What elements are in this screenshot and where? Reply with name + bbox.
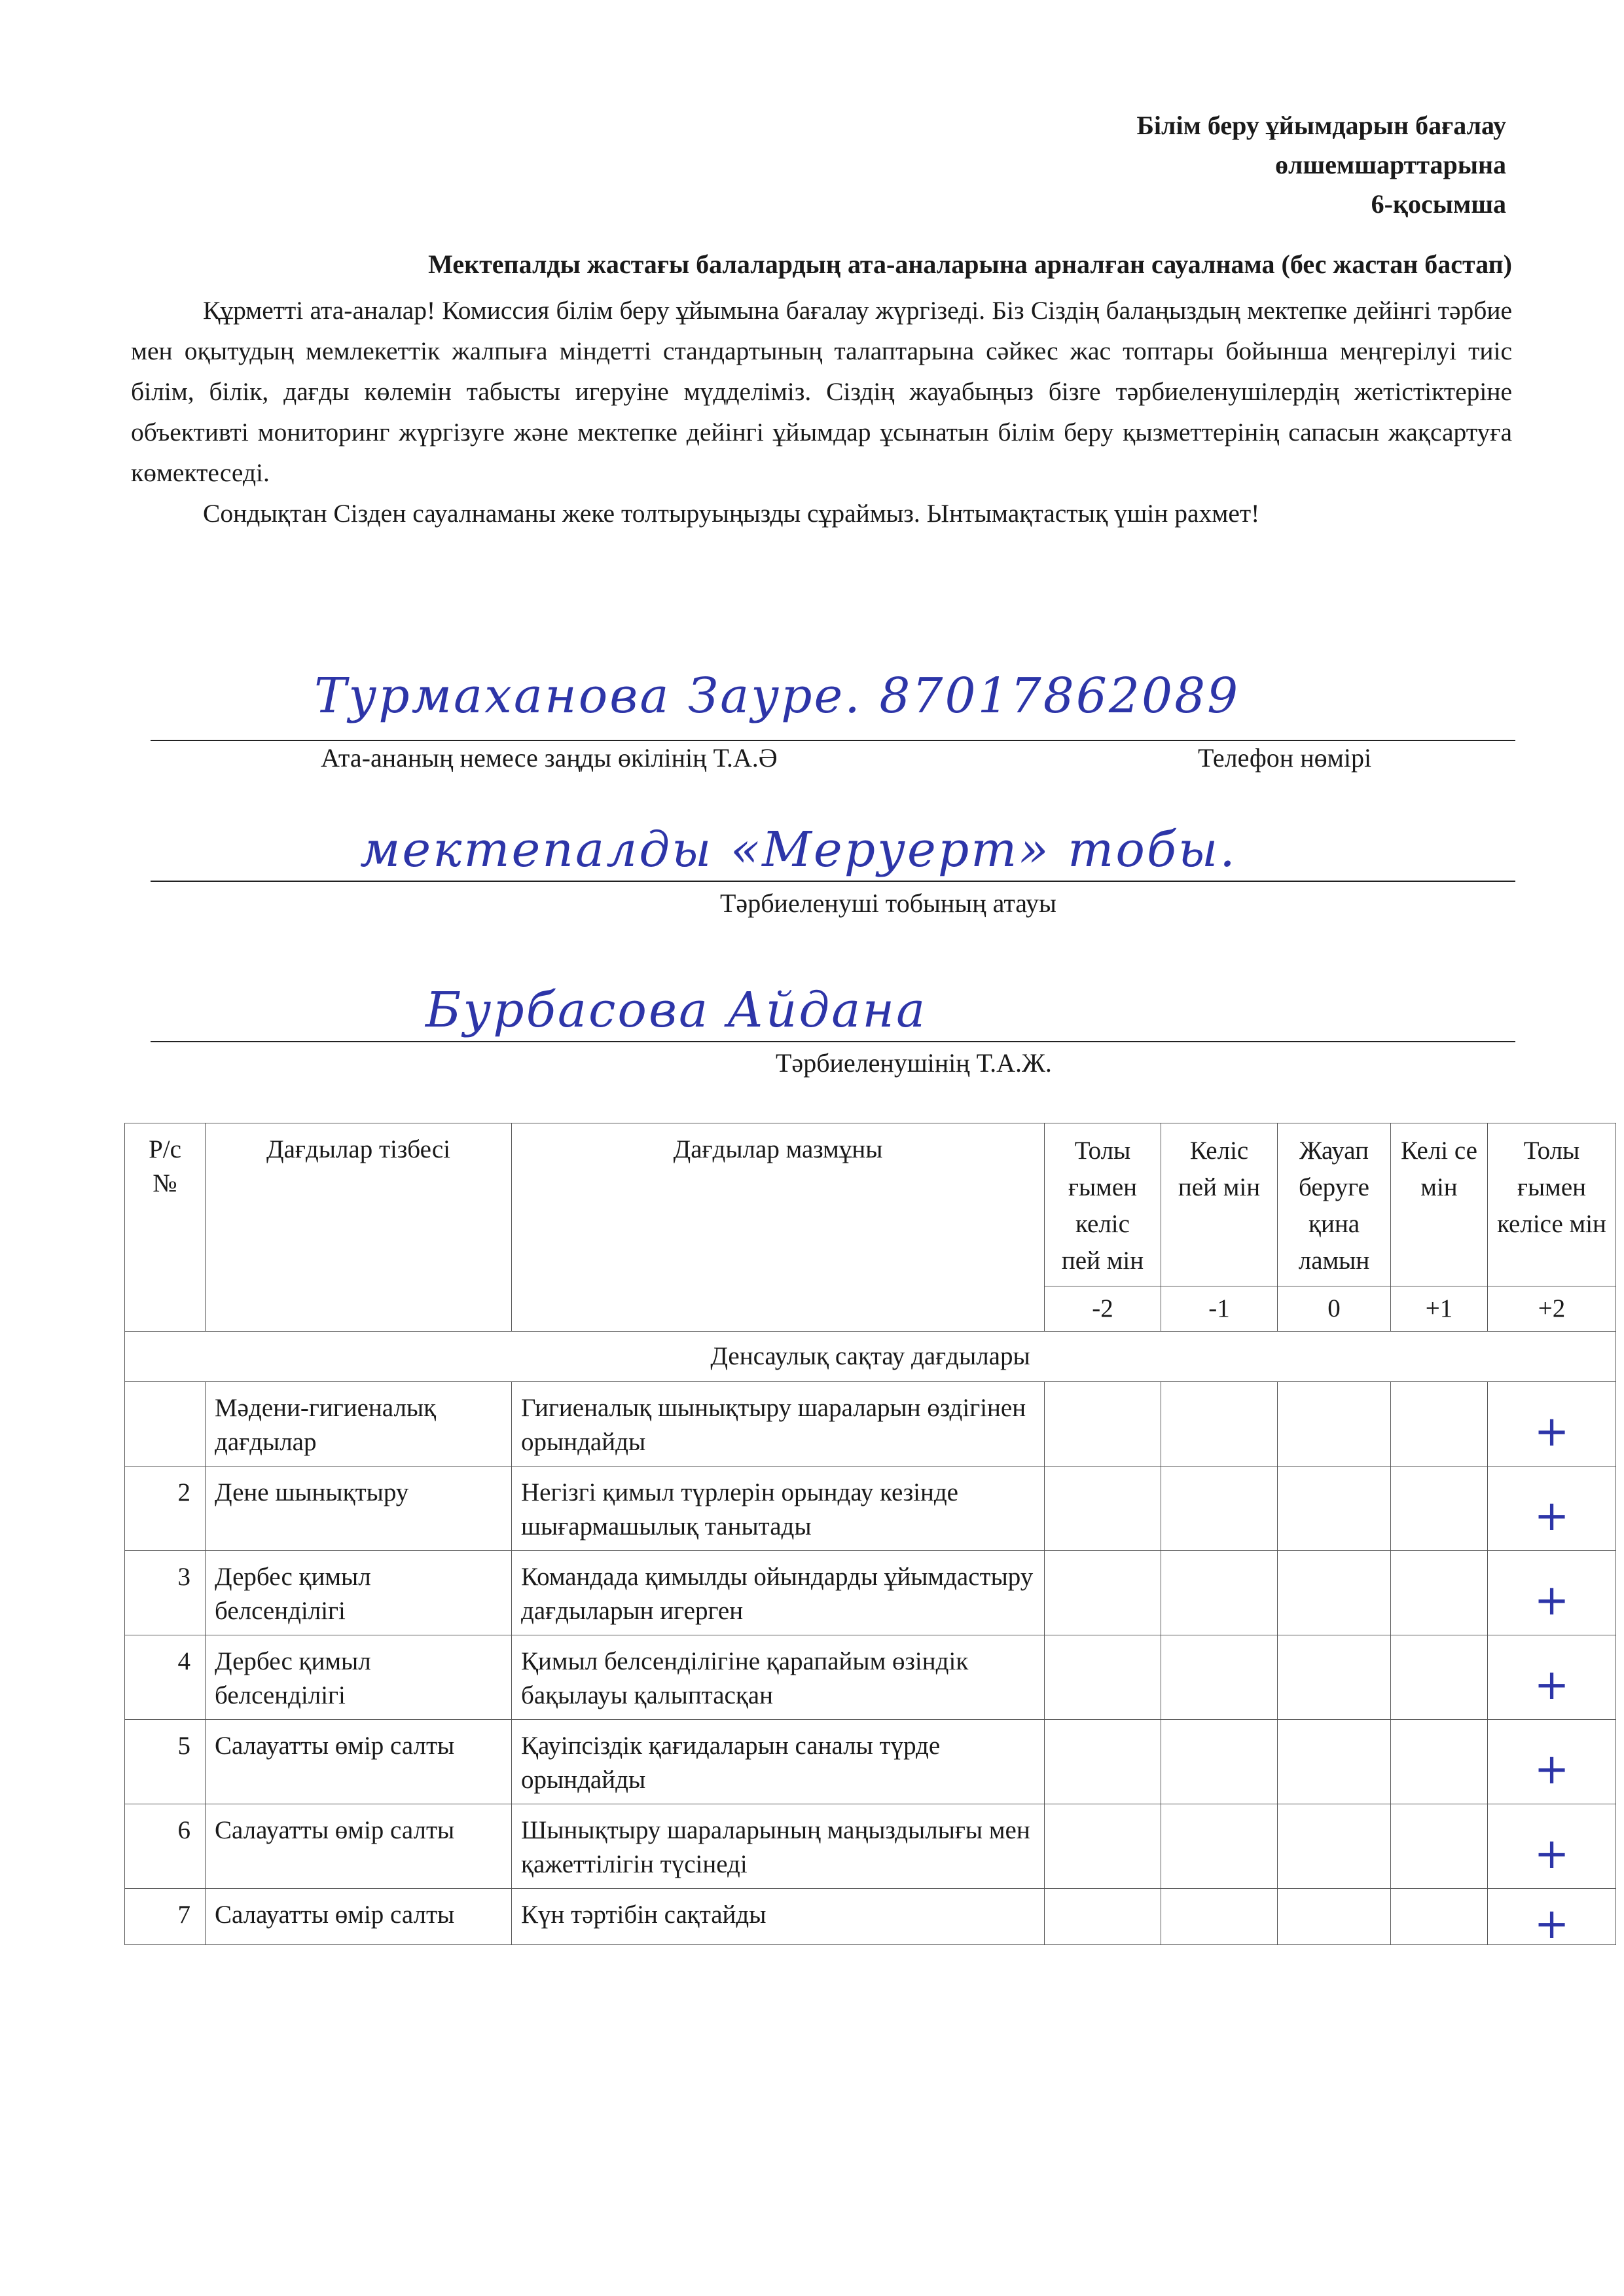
table-row xyxy=(125,1382,1616,1467)
row-number: 5 xyxy=(125,1720,206,1804)
rating-cell-plus-2[interactable] xyxy=(1488,1382,1616,1467)
rating-cell-plus-1[interactable] xyxy=(1391,1889,1488,1945)
score-disagree: -1 xyxy=(1161,1286,1278,1332)
intro-text xyxy=(131,290,1512,534)
handwritten-check-mark: + xyxy=(1534,1576,1570,1625)
rating-cell-plus-2[interactable] xyxy=(1488,1720,1616,1804)
rating-cell-plus-2[interactable] xyxy=(1488,1635,1616,1720)
row-content: Гигиеналық шынықтыру шараларын өздігінен орындайды xyxy=(512,1382,1045,1467)
section-title: Денсаулық сақтау дағдылары xyxy=(125,1332,1616,1382)
document-title: Мектепалды жастағы балалардың ата-аналарына арналған сауалнама (бес жастан бастап) xyxy=(428,249,1512,279)
handwritten-check-mark: + xyxy=(1534,1829,1570,1878)
header-rating-strongly-agree: Толы ғымен келісе мін xyxy=(1488,1123,1616,1286)
rating-cell-0[interactable] xyxy=(1278,1551,1391,1635)
header-rating-undecided: Жауап беруге қина ламын xyxy=(1278,1123,1391,1286)
intro-paragraph-1: Құрметті ата-аналар! Комиссия білім беру ұйымына бағалау жүргізеді. Біз Сіздің балаңыздың мектепке дейінгі тәрбие мен оқытудың мемлекеттік жалпыға міндетті стандартының талаптарына сәйкес жас топтары бойынша меңгерілуі тиіс білім, білік, дағды көлемін табысты игеруіне мүдделіміз. Сіздің жауабыңыз бізге тәрбиеленушілердің жетістіктеріне объективті мониторинг жүргізуге және мектепке дейінгі ұйымдар ұсынатын білім беру қызметтерінің сапасын жақсартуға көмектеседі. xyxy=(131,296,1512,487)
group-name-caption: Тәрбиеленуші тобының атауы xyxy=(720,888,1056,918)
row-number: 3 xyxy=(125,1551,206,1635)
rating-cell-minus-2[interactable] xyxy=(1045,1635,1161,1720)
header-row-number: Р/с № xyxy=(125,1123,206,1332)
handwritten-check-mark: + xyxy=(1534,1900,1570,1948)
row-number xyxy=(125,1382,206,1467)
appendix-note-line-1: Білім беру ұйымдарын бағалау xyxy=(1136,111,1506,140)
rating-cell-plus-1[interactable] xyxy=(1391,1804,1488,1889)
table-row xyxy=(125,1551,1616,1635)
rating-cell-minus-2[interactable] xyxy=(1045,1720,1161,1804)
row-content: Негізгі қимыл түрлерін орындау кезінде шығармашылық танытады xyxy=(512,1467,1045,1551)
row-content: Қимыл белсенділігіне қарапайым өзіндік бақылауы қалыптасқан xyxy=(512,1635,1045,1720)
row-number: 7 xyxy=(125,1889,206,1945)
row-number: 6 xyxy=(125,1804,206,1889)
rating-cell-minus-2[interactable] xyxy=(1045,1889,1161,1945)
rating-cell-plus-2[interactable] xyxy=(1488,1467,1616,1551)
rating-cell-minus-2[interactable] xyxy=(1045,1382,1161,1467)
child-name-handwriting: Бурбасова Айдана xyxy=(425,982,928,1038)
row-skill: Дене шынықтыру xyxy=(206,1467,512,1551)
header-skill-list: Дағдылар тізбесі xyxy=(206,1123,512,1332)
table-row xyxy=(125,1720,1616,1804)
table-row xyxy=(125,1635,1616,1720)
skills-survey-table xyxy=(124,1123,1616,1948)
parent-field-line xyxy=(151,740,1515,741)
score-strongly-disagree: -2 xyxy=(1045,1286,1161,1332)
parent-name-caption: Ата-ананың немесе заңды өкілінің Т.А.Ә xyxy=(321,743,778,773)
row-skill: Салауатты өмір салты xyxy=(206,1720,512,1804)
appendix-note-line-2: өлшемшарттарына xyxy=(1274,150,1506,179)
group-name-handwriting: мектепалды «Меруерт» тобы. xyxy=(360,822,1237,878)
row-content: Командада қимылды ойындарды ұйымдастыру дағдыларын игерген xyxy=(512,1551,1045,1635)
rating-cell-plus-1[interactable] xyxy=(1391,1551,1488,1635)
handwritten-check-mark: + xyxy=(1534,1745,1570,1794)
score-strongly-agree: +2 xyxy=(1488,1286,1616,1332)
row-number: 4 xyxy=(125,1635,206,1720)
table-row xyxy=(125,1467,1616,1551)
child-field-line xyxy=(151,1041,1515,1042)
rating-cell-0[interactable] xyxy=(1278,1889,1391,1945)
rating-cell-minus-1[interactable] xyxy=(1161,1804,1278,1889)
intro-paragraph-2: Сондықтан Сізден сауалнаманы жеке толтыруыңызды сұраймыз. Ынтымақтастық үшін рахмет! xyxy=(203,499,1260,528)
rating-cell-plus-2[interactable] xyxy=(1488,1551,1616,1635)
rating-cell-minus-1[interactable] xyxy=(1161,1382,1278,1467)
rating-cell-minus-2[interactable] xyxy=(1045,1551,1161,1635)
rating-cell-plus-1[interactable] xyxy=(1391,1382,1488,1467)
rating-cell-minus-2[interactable] xyxy=(1045,1467,1161,1551)
parent-name-handwriting: Турмаханова Зауре. 87017862089 xyxy=(314,668,1240,724)
rating-cell-plus-1[interactable] xyxy=(1391,1635,1488,1720)
rating-cell-0[interactable] xyxy=(1278,1382,1391,1467)
score-undecided: 0 xyxy=(1278,1286,1391,1332)
child-field[interactable] xyxy=(151,982,1515,1087)
header-skill-content: Дағдылар мазмұны xyxy=(512,1123,1045,1332)
rating-cell-0[interactable] xyxy=(1278,1467,1391,1551)
handwritten-check-mark: + xyxy=(1534,1407,1570,1456)
phone-caption: Телефон нөмірі xyxy=(1198,743,1372,773)
row-skill: Дербес қимыл белсенділігі xyxy=(206,1551,512,1635)
table-row xyxy=(125,1804,1616,1889)
handwritten-check-mark: + xyxy=(1534,1660,1570,1709)
rating-cell-0[interactable] xyxy=(1278,1635,1391,1720)
rating-cell-0[interactable] xyxy=(1278,1720,1391,1804)
child-name-caption: Тәрбиеленушінің Т.А.Ж. xyxy=(776,1048,1052,1078)
appendix-note xyxy=(852,106,1506,224)
appendix-note-line-3: 6-қосымша xyxy=(1371,189,1506,219)
header-rating-strongly-disagree: Толы ғымен келіс пей мін xyxy=(1045,1123,1161,1286)
rating-cell-minus-1[interactable] xyxy=(1161,1467,1278,1551)
handwritten-check-mark: + xyxy=(1534,1491,1570,1540)
score-agree: +1 xyxy=(1391,1286,1488,1332)
row-skill: Дербес қимыл белсенділігі xyxy=(206,1635,512,1720)
rating-cell-plus-2[interactable] xyxy=(1488,1804,1616,1889)
header-rating-agree: Келі се мін xyxy=(1391,1123,1488,1286)
parent-field[interactable] xyxy=(151,668,1515,779)
rating-cell-minus-1[interactable] xyxy=(1161,1551,1278,1635)
row-number: 2 xyxy=(125,1467,206,1551)
rating-cell-plus-1[interactable] xyxy=(1391,1467,1488,1551)
rating-cell-minus-1[interactable] xyxy=(1161,1889,1278,1945)
row-skill: Салауатты өмір салты xyxy=(206,1804,512,1889)
rating-cell-plus-1[interactable] xyxy=(1391,1720,1488,1804)
row-skill: Мәдени-гигиеналық дағдылар xyxy=(206,1382,512,1467)
table-row xyxy=(125,1889,1616,1945)
group-field-line xyxy=(151,881,1515,882)
row-content: Күн тәртібін сақтайды xyxy=(512,1889,1045,1945)
row-skill: Салауатты өмір салты xyxy=(206,1889,512,1945)
rating-cell-minus-1[interactable] xyxy=(1161,1720,1278,1804)
row-content: Шынықтыру шараларының маңыздылығы мен қажеттілігін түсінеді xyxy=(512,1804,1045,1889)
rating-cell-minus-1[interactable] xyxy=(1161,1635,1278,1720)
rating-cell-minus-2[interactable] xyxy=(1045,1804,1161,1889)
rating-cell-plus-2[interactable] xyxy=(1488,1889,1616,1948)
rating-cell-0[interactable] xyxy=(1278,1804,1391,1889)
row-content: Қауіпсіздік қағидаларын саналы түрде орындайды xyxy=(512,1720,1045,1804)
header-rating-disagree: Келіс пей мін xyxy=(1161,1123,1278,1286)
group-field[interactable] xyxy=(151,822,1515,930)
